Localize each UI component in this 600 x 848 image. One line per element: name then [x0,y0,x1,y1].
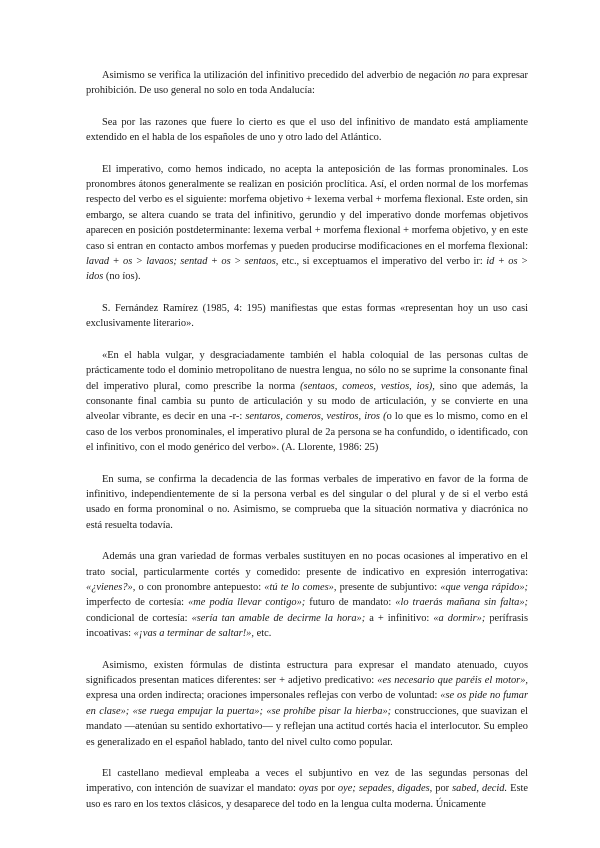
text-run: perífrasis incoativas: [86,612,528,640]
text-run: a + infinitivo: [365,612,434,624]
paragraph-8 [86,658,528,750]
text-run: para expresar prohibición. De uso general no solo en toda Andalucía: [86,70,529,97]
italic-text-run: sentaros, comeros, vestiros, iros ( [245,411,387,423]
italic-text-run: «sería tan amable de decirme la hora»; [191,612,366,624]
text-run: El castellano medieval empleaba a veces el subjuntivo en vez de las segundas personas del imperativo, con intención de suavizar el mandato: [86,768,528,795]
text-run: S. Fernández Ramírez (1985, 4: 195) manifiestas que estas formas «representan hoy un uso casi exclusivamente literario». [86,302,528,330]
text-run: etc., si exceptuamos el imperativo del verbo ir: [278,256,487,268]
italic-text-run: «lo traerás mañana sin falta»; [395,597,528,609]
italic-text-run: lavad + os > lavaos; sentad + os > sentaos, [86,256,279,268]
text-run: Este uso es raro en los textos clásicos, y desaparece del todo en la lengua culta moderna. Únicamente [86,783,528,810]
paragraph-7 [86,549,528,641]
italic-text-run: «¿vienes?», [86,581,136,593]
text-run: etc. [253,628,272,640]
text-run: Asimismo se verifica la utilización del infinitivo precedido del adverbio de negación [102,70,459,81]
paragraph-6 [86,472,528,534]
paragraph-2 [86,115,528,146]
text-run: futuro de mandato: [305,597,396,609]
italic-text-run: «a dormir»; [433,612,486,624]
italic-text-run: no [458,70,470,81]
text-run: El imperativo, como hemos indicado, no acepta la anteposición de las formas pronominales. Los pronombres átonos generalmente se realizan en posición proclítica. Así, el orden normal de los morfemas respecto del verbo es el siguiente: morfema objetivo + lexema verbal + morfema flexional. Este orden, sin embargo, se altera cuando se trata del infinitivo, gerundio y del imperativo donde morfemas objetivos aparecen en posición postdeterminante: lexema verbal + morfema flexional + morfema objetivo, y en este caso si entran en contacto ambos morfemas y pueden producirse modificaciones en el morfema flexional: [86,163,528,252]
paragraph-4 [86,301,528,332]
text-run: Sea por las razones que fuere lo cierto es que el uso del infinitivo de mandato está ampliamente extendido en el habla de los españoles de uno y otro lado del Atlántico. [86,116,528,144]
text-run: Asimismo, existen fórmulas de distinta estructura para expresar el mandato atenuado, cuyos significados presentan matices diferentes: ser + adjetivo predicativo: [86,659,528,686]
italic-text-run: sabed, decid. [452,783,508,795]
text-run: o con pronombre antepuesto: [135,581,265,593]
paragraph-3 [86,162,528,285]
paragraph-9 [86,766,528,812]
italic-text-run: «se os pide no fumar en clase»; «se ruega empujar la puerta»; «se prohíbe pisar la hierba»; [86,690,528,717]
text-run: o lo que es lo mismo, como en el caso de los verbos pronominales, el imperativo plural de 2a persona se ha confundido, o identificado, con el infinitivo, con el modo genérico del verbo». (A. Llorente, 1986: 25) [86,411,529,454]
italic-text-run: «que venga rápido»; [440,581,528,593]
italic-text-run: oye; [337,783,356,795]
text-run: condicional de cortesía: [86,612,192,624]
text-run: «En el habla vulgar, y desgraciadamente también el habla coloquial de las personas cultas de prácticamente todo el dominio metropolitano de nuestra lengua, no sólo no se suprime la consonante final del imperativo plural, como prescribe la norma [86,349,528,392]
document-page [86,68,528,828]
italic-text-run: oyas [298,783,319,795]
text-run: (no íos). [103,271,141,283]
text-run: En suma, se confirma la decadencia de las formas verbales de imperativo en favor de la forma de infinitivo, independientemente de si la persona verbal es del singular o del plural y de si el verbo está usado en forma pronominal o no. Asimismo, se comprueba que la situación normativa y diacrónica no está resuelta todavía. [86,473,528,531]
italic-text-run: sepades, digades, [358,783,433,795]
italic-text-run: «¡vas a terminar de saltar!», [133,628,254,640]
italic-text-run: «tú te lo comes», [264,581,337,593]
paragraph-5-quote [86,348,528,456]
italic-text-run: (sentaos, comeos, vestios, ios), [300,380,435,392]
text-run: sino que además, la consonante final cambia su punto de articulación y su modo de articulación, y se convierte en una alveolar vibrante, es decir en una -r-: [86,380,529,423]
text-run: por [432,783,453,795]
paragraph-1 [86,68,528,99]
text-run: construcciones, que suavizan el mandato —atenúan su sentido exhortativo— y reflejan una actitud cortés hacia el interlocutor. Su empleo es generalizado en el español hablado, tanto del nivel culto como popular. [86,705,528,748]
text-run: imperfecto de cortesía: [86,597,189,609]
text-run: expresa una orden indirecta; oraciones impersonales reflejas con verbo de voluntad: [86,690,441,702]
text-run: por [318,783,338,795]
italic-text-run: «es necesario que paréis el motor», [377,675,528,686]
italic-text-run: id + os > idos [86,256,528,283]
italic-text-run: «me podía llevar contigo»; [188,597,306,609]
text-run: Además una gran variedad de formas verbales sustituyen en no pocas ocasiones al imperativo en el trato social, particularmente cortés y comedido: presente de indicativo en expresión interrogativa: [86,551,528,578]
text-run: presente de subjuntivo: [336,581,441,593]
